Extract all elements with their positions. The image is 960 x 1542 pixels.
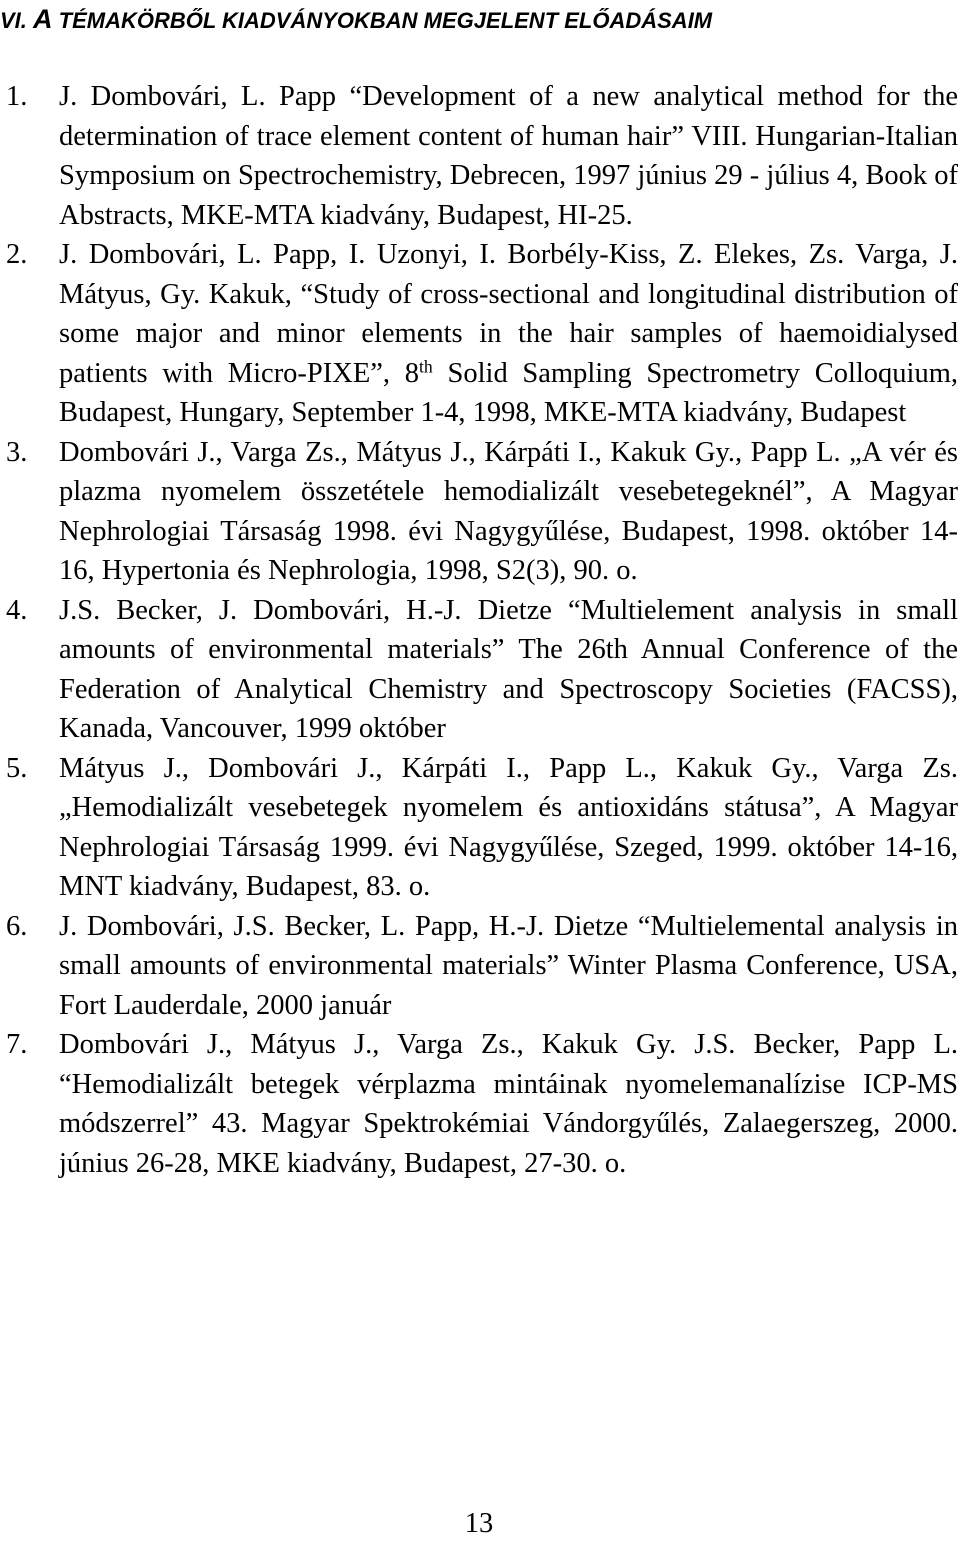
- publication-text: Dombovári J., Mátyus J., Varga Zs., Kakuk Gy. J.S. Becker, Papp L. “Hemodializált betegek vérplazma mintáinak nyomelemanalízise ICP-MS módszerrel” 43. Magyar Spektrokémiai Vándorgyűlés, Zalaegerszeg, 2000. június 26-28, MKE kiadvány, Budapest, 27-30. o.: [59, 1029, 958, 1179]
- publication-text-part: J. Dombovári, L. Papp, I. Uzonyi, I. Borbély-Kiss, Z. Elekes, Zs. Varga, J. Mátyus, Gy. Kakuk, “Study of cross-sectional and longitudinal distribution of some major and minor elements in the hair samples of haemoidialysed patients with Micro-PIXE”, 8: [59, 239, 958, 389]
- publication-text: [59, 235, 958, 433]
- publication-text: J. Dombovári, L. Papp “Development of a new analytical method for the determination of trace element content of human hair” VIII. Hungarian-Italian Symposium on Spectrochemistry, Debrecen, 1997 június 29 - július 4, Book of Abstracts, MKE-MTA kiadvány, Budapest, HI-25.: [59, 81, 958, 231]
- publication-item: [0, 77, 958, 235]
- publication-item: [0, 749, 958, 907]
- publication-text: J.S. Becker, J. Dombovári, H.-J. Dietze “Multielement analysis in small amounts of environmental materials” The 26th Annual Conference of the Federation of Analytical Chemistry and Spectroscopy Societies (FACSS), Kanada, Vancouver, 1999 október: [59, 594, 958, 744]
- publication-number: 5.: [6, 752, 28, 784]
- heading-text: TÉMAKÖRBŐL KIADVÁNYOKBAN MEGJELENT ELŐADÁSAIM: [52, 8, 713, 33]
- publication-item: [0, 433, 958, 591]
- section-heading: [0, 4, 712, 36]
- publication-number: 6.: [6, 910, 28, 942]
- publication-item: [0, 591, 958, 749]
- publication-text: Mátyus J., Dombovári J., Kárpáti I., Papp L., Kakuk Gy., Varga Zs. „Hemodializált vesebetegek nyomelem és antioxidáns státusa”, A Magyar Nephrologiai Társaság 1999. évi Nagygyűlése, Szeged, 1999. október 14-16, MNT kiadvány, Budapest, 83. o.: [59, 752, 958, 902]
- heading-initial-letter: A: [33, 4, 53, 34]
- heading-prefix: VI.: [0, 8, 34, 33]
- publication-item: [0, 907, 958, 1026]
- ordinal-superscript: th: [419, 355, 433, 376]
- publication-item: [0, 1025, 958, 1183]
- publication-number: 4.: [6, 594, 28, 626]
- page-number: 13: [464, 1508, 494, 1539]
- publication-text-part: Solid Sampling Spectrometry Colloquium, Budapest, Hungary, September 1-4, 1998, MKE-MTA kiadvány, Budapest: [59, 357, 958, 428]
- publication-number: 3.: [6, 436, 28, 468]
- publication-text: Dombovári J., Varga Zs., Mátyus J., Kárpáti I., Kakuk Gy., Papp L. „A vér és plazma nyomelem összetétele hemodializált vesebetegeknél”, A Magyar Nephrologiai Társaság 1998. évi Nagygyűlése, Budapest, 1998. október 14-16, Hypertonia és Nephrologia, 1998, S2(3), 90. o.: [59, 436, 958, 586]
- publication-number: 7.: [6, 1029, 28, 1060]
- publication-number: 2.: [6, 239, 28, 270]
- publication-number: 1.: [6, 81, 28, 112]
- publication-text: J. Dombovári, J.S. Becker, L. Papp, H.-J. Dietze “Multielemental analysis in small amounts of environmental materials” Winter Plasma Conference, USA, Fort Lauderdale, 2000 január: [59, 910, 958, 1021]
- publication-list: [0, 77, 958, 1183]
- publication-item: [0, 235, 958, 433]
